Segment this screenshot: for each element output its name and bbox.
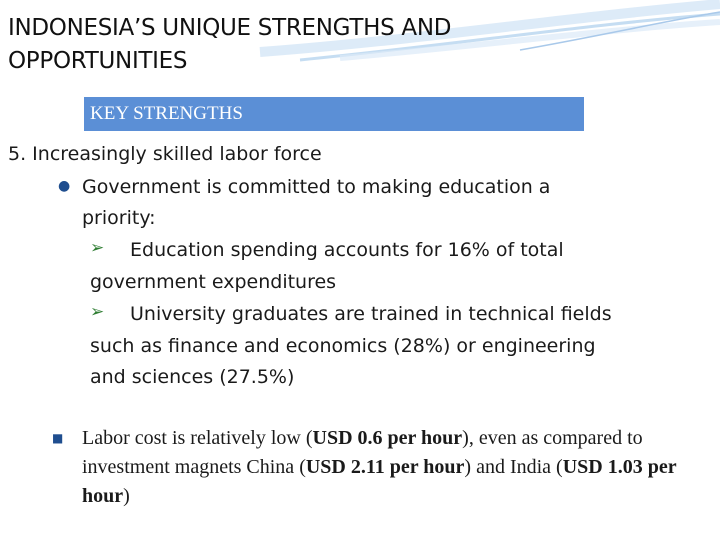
slide-title: INDONESIA’S UNIQUE STRENGTHS AND OPPORTUNITIES xyxy=(8,15,452,74)
sub-bullet-line-1: Government is committed to making education a xyxy=(82,176,551,198)
labor-text: ) and India ( xyxy=(464,456,563,478)
arrow-bullet-icon: ➢ xyxy=(90,302,105,322)
key-strengths-banner xyxy=(84,97,584,131)
bullet-icon: ● xyxy=(58,178,71,194)
point-heading: 5. Increasingly skilled labor force xyxy=(8,143,322,165)
labor-cost-india: USD 1.03 per hour xyxy=(82,456,677,507)
banner-label: KEY STRENGTHS xyxy=(90,103,243,124)
arrow-item-2-line-1: University graduates are trained in technical fields xyxy=(130,303,612,325)
labor-text: Labor cost is relatively low ( xyxy=(82,427,313,449)
arrow-item-1-line-1: Education spending accounts for 16% of total xyxy=(130,239,564,261)
arrow-item-1-line-2: government expenditures xyxy=(90,271,337,293)
labor-cost-china: USD 2.11 per hour xyxy=(305,456,465,478)
labor-text: ), even as compared to investment magnets China ( xyxy=(82,427,643,478)
sub-bullet-line-2: priority: xyxy=(82,207,156,229)
bullet-icon: ■ xyxy=(52,431,64,445)
arrow-bullet-icon: ➢ xyxy=(90,238,105,258)
labor-text: ) xyxy=(123,485,130,507)
labor-cost-paragraph xyxy=(82,424,682,511)
arrow-item-2-line-3: and sciences (27.5%) xyxy=(90,366,295,388)
arrow-item-2-line-2: such as finance and economics (28%) or engineering xyxy=(90,335,596,357)
labor-cost-indonesia: USD 0.6 per hour xyxy=(312,427,463,449)
